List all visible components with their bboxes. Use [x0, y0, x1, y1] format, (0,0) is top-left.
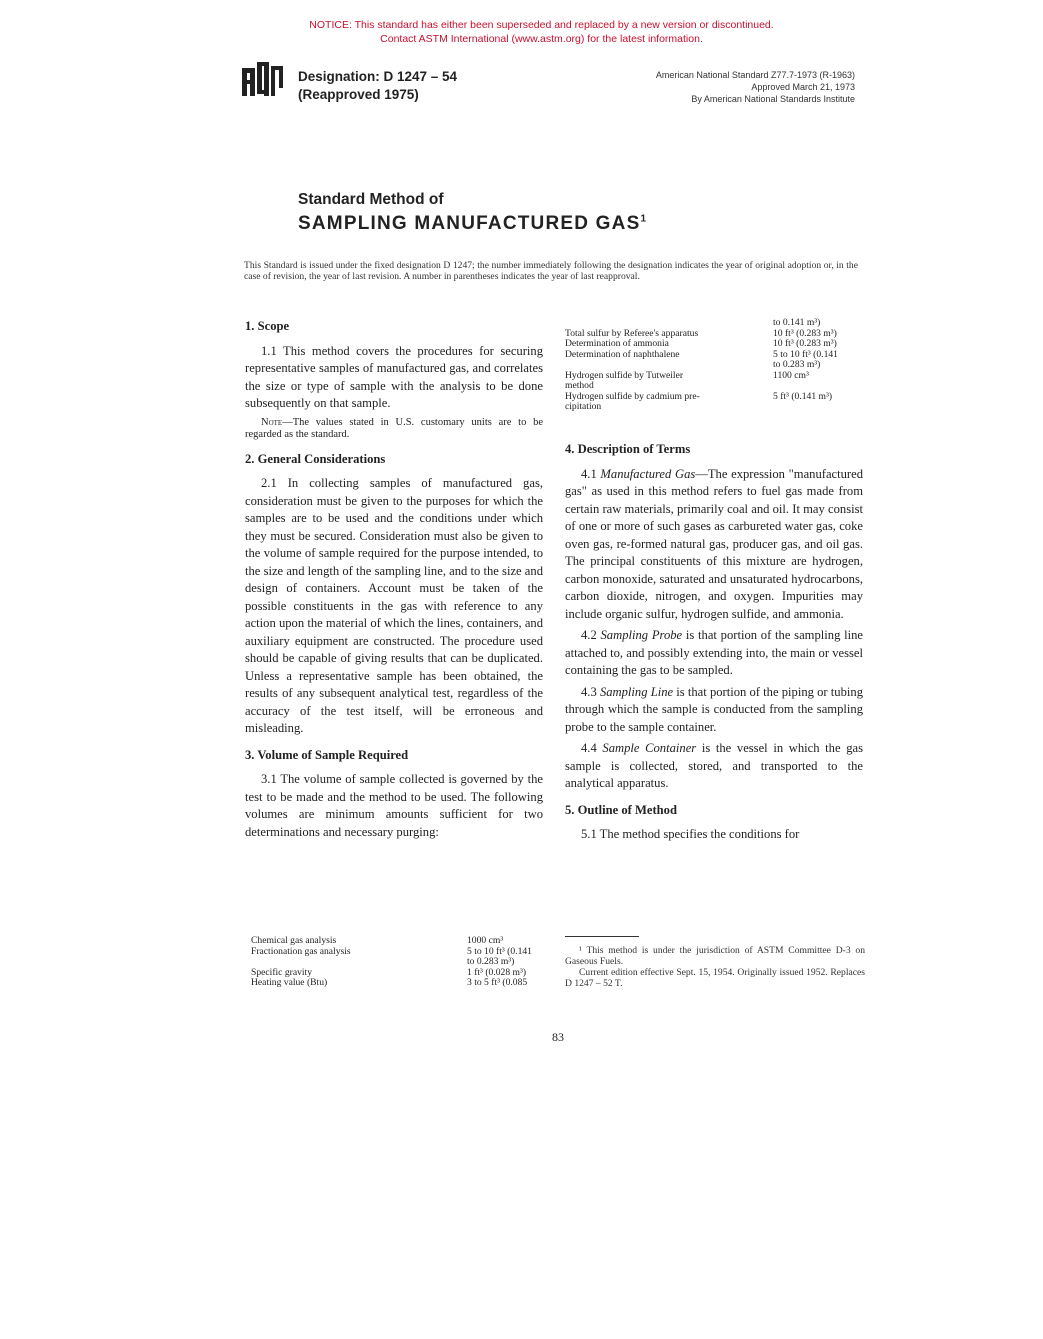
title-footnote-mark: 1	[640, 213, 647, 225]
term-definition: —The expression "manufactured gas" as used in this method refers to fuel gas made from certain raw materials, primarily coal and oil. It may consist of one or more of such gases as carbureted water gas, coke oven gas, re-formed natural gas, producer gas, and oil gas. The principal constituents of this mixture are hydrogen, carbon monoxide, saturated and unsaturated hydrocarbons, carbon dioxide, nitrogen, and oxygen. Impurities may include organic sulfur, hydrogen sulfide, and ammonia.	[565, 466, 864, 621]
table-row	[565, 392, 855, 413]
term-sample-container: Sample Container	[602, 741, 697, 755]
designation: Designation: D 1247 – 54	[298, 69, 458, 84]
paragraph-1-1: 1.1 This method covers the procedures for securing representative samples of manufactured gas, and correlates the size or type of sample with the analysis to be done subsequently on that sample.	[245, 343, 543, 410]
test-name: Determination of naphthalene	[565, 348, 680, 360]
ansi-line-2: Approved March 21, 1973	[751, 82, 855, 92]
table-row	[251, 978, 546, 989]
footnotes	[565, 945, 865, 989]
title-text: SAMPLING MANUFACTURED GAS	[298, 213, 641, 234]
sample-volume: to 0.141 m³)	[773, 317, 821, 328]
sample-volume: 3 to 5 ft³ (0.085	[467, 977, 528, 988]
paragraph-2-1: 2.1 In collecting samples of manufactured gas, consideration must be given to the purposes for which the samples are to be used and the conditions under which they must be secured. Consideration must also be given to the volume of sample required for the purpose intended, to the size and length of the sampling line, and to the size and design of containers. Account must be taken of the possible constituents in the gas with reference to any action upon the material of which the lines, containers, and auxiliary equipment are constructed. The procedure used should be capable of giving results that can be duplicated. Unless a representative sample has been obtained, the results of any subsequent analytical test, regardless of the accuracy of the test itself, will be erroneous and misleading.	[245, 476, 543, 735]
volume-table-right	[565, 318, 855, 413]
right-column	[565, 441, 863, 848]
page-number: 83	[552, 1030, 564, 1044]
footnote-2: Current edition effective Sept. 15, 1954. Originally issued 1952. Replaces D 1247 – 52 T.	[565, 967, 865, 989]
test-name: Specific gravity	[251, 966, 313, 978]
test-name: Fractionation gas analysis	[251, 945, 351, 957]
designation-block	[298, 68, 457, 104]
ansi-line-1: American National Standard Z77.7-1973 (R-1963)	[655, 70, 855, 80]
term-number: 4.2	[581, 628, 601, 642]
notice-line-1: NOTICE: This standard has either been superseded and replaced by a new version or discontinued.	[309, 19, 774, 31]
ansi-line-3: By American National Standards Institute	[691, 94, 855, 104]
table-row	[251, 936, 546, 947]
ansi-approval	[656, 69, 855, 105]
section-heading-general: 2. General Considerations	[245, 451, 386, 466]
section-heading-terms: 4. Description of Terms	[565, 442, 691, 456]
paragraph-4-2	[565, 627, 863, 680]
term-number: 4.3	[581, 684, 600, 699]
table-row	[565, 350, 855, 371]
term-definition: is the vessel in which the gas sample is collected, stored, and transported to the analytical apparatus.	[565, 741, 863, 790]
note-text: —The values stated in U.S. customary units are to be regarded as the standard.	[245, 416, 543, 440]
sample-volume: 1 ft³ (0.028 m³)	[467, 966, 527, 978]
notice-line-2: Contact ASTM International (www.astm.org) for the latest information.	[380, 33, 703, 45]
sample-volume: 10 ft³ (0.283 m³)	[773, 338, 837, 349]
paragraph-4-3	[565, 684, 863, 737]
paragraph-4-1	[565, 466, 863, 624]
scope-note	[245, 417, 543, 442]
test-name	[565, 318, 767, 329]
sample-volume: 1000 cm³	[467, 935, 504, 946]
section-heading-outline: 5. Outline of Method	[565, 802, 677, 817]
test-name: Hydrogen sulfide by cadmium pre- cipitation	[565, 390, 700, 412]
term-sampling-line: Sampling Line	[599, 684, 674, 699]
sample-volume: 1100 cm³	[773, 369, 809, 381]
term-sampling-probe: Sampling Probe	[600, 628, 683, 642]
table-row	[565, 318, 855, 329]
test-name: Determination of ammonia	[565, 338, 669, 349]
astm-logo-icon	[240, 58, 286, 104]
term-number: 4.1	[581, 466, 601, 481]
note-label: Note	[261, 416, 283, 428]
left-column	[245, 318, 543, 845]
paragraph-3-1: 3.1 The volume of sample collected is governed by the test to be made and the method to be used. The following volumes are minimum amounts sufficient for two determinations and necessary purging:	[245, 772, 543, 839]
title-prefix: Standard Method of	[298, 191, 444, 208]
term-definition: is that portion of the piping or tubing through which the sample is conducted from the sampling probe to the sample container.	[565, 684, 863, 734]
term-number: 4.4	[581, 741, 603, 755]
paragraph-4-4	[565, 740, 863, 793]
term-manufactured-gas: Manufactured Gas	[600, 466, 696, 481]
test-name: Heating value (Btu)	[251, 977, 328, 988]
table-row	[565, 371, 855, 392]
volume-table-left	[251, 936, 546, 989]
paragraph-5-1: 5.1 The method specifies the conditions for	[581, 827, 800, 841]
reapproved: (Reapproved 1975)	[298, 87, 419, 102]
sample-volume: 5 ft³ (0.141 m³)	[773, 390, 833, 402]
document-title	[298, 213, 646, 235]
issuance-note: This Standard is issued under the fixed designation D 1247; the number immediately following the designation indicates the year of original adoption or, in the case of revision, the year of last revision. A number in parentheses indicates the year of last reapproval.	[244, 260, 858, 282]
table-row	[565, 339, 855, 350]
section-heading-volume: 3. Volume of Sample Required	[245, 747, 409, 762]
test-name: Chemical gas analysis	[251, 935, 337, 946]
test-name: Total sulfur by Referee's apparatus	[565, 327, 699, 339]
footnote-rule	[565, 936, 639, 937]
footnote-1: ¹ This method is under the jurisdiction of ASTM Committee D-3 on Gaseous Fuels.	[565, 945, 865, 967]
supersession-notice	[0, 18, 1043, 46]
term-definition: is that portion of the sampling line attached to, and possibly extending into, the main or vessel containing the gas to be sampled.	[565, 628, 863, 677]
sample-volume: 10 ft³ (0.283 m³)	[773, 327, 837, 339]
sample-volume: 5 to 10 ft³ (0.141 to 0.283 m³)	[467, 945, 532, 967]
sample-volume: 5 to 10 ft³ (0.141 to 0.283 m³)	[773, 348, 838, 370]
section-heading-scope: 1. Scope	[245, 319, 290, 333]
test-name: Hydrogen sulfide by Tutweiler method	[565, 369, 684, 391]
table-row	[251, 947, 546, 968]
